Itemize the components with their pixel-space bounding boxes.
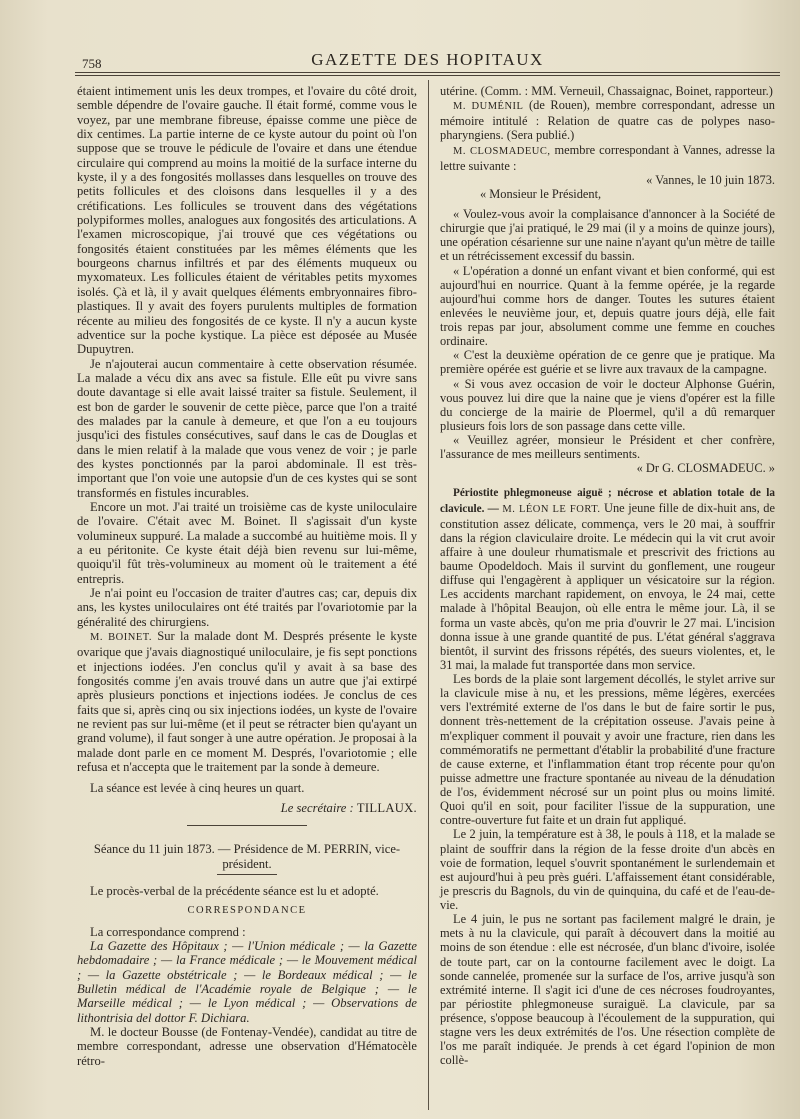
paragraph: La correspondance comprend : xyxy=(90,924,246,939)
case-report-intro xyxy=(440,485,775,672)
signature-name: TILLAUX. xyxy=(356,800,417,815)
paragraph: étaient intimement unis les deux trompes, et l'ovaire du côté droit, semble dépendre de l'ovaire gauche. Il était formé, comme vous le voyez, par une membrane fibreuse, épaisse comme une pièce de dix centimes. La partie interne de ce kyste autour du point où l'on suppose que se trouve le pédicule de l'ovaire et dans une étendue circulaire qui comprend au moins la moitié de la surface interne du kyste, il y a des fongosités mollasses dans lesquelles on trouve des petits follicules et des cloisons dans lesquelles il y a des crétifications. Les follicules se trouvent dans des végétations polypiformes molles, analogues aux fongosités des articulations. A l'examen microscopique, j'ai trouvé que ces végétations ou fongosités étaient constituées par les mêmes éléments que les bourgeons charnus infiltrés et par des éléments muqueux ou myxomateux. Les follicules étaient de véritables petits myxomes isolés. Çà et là, il y avait quelques éléments embryonnaires fibro-plastiques. Il y avait des foyers purulents multiples de formation récente au milieu des fongosités de ce kyste. Il n'y a aucun kyste adventice sur la poche kystique. La pièce est déposée au Musée Dupuytren. xyxy=(77,84,417,357)
journal-title: GAZETTE DES HOPITAUX xyxy=(311,50,544,69)
paragraph xyxy=(440,143,775,173)
secretary-signature xyxy=(77,801,417,815)
correspondance-heading: CORRESPONDANCE xyxy=(187,905,307,917)
minutes-line: Le procès-verbal de la précédente séance est lu et adopté. xyxy=(90,883,379,898)
speaker-name: M. BOINET. xyxy=(90,632,153,644)
right-column xyxy=(440,84,775,1068)
spacer xyxy=(440,475,775,485)
paragraph: Les bords de la plaie sont largement décollés, le stylet arrive sur la clavicule mise à nu, et les pressions, même légères, exercées vers l'extrémité externe de l'os dans le but de faire sortir le pus, donnent très-nettement de la crépitation osseuse. J'avais peine à m'expliquer comment il pouvait y avoir une fracture, rien dans les commémoratifs ne permettant d'établir la probabilité d'une fracture de cause externe, et l'inflammation étant trop récente pour qu'on puisse admettre une fracture spontanée au niveau de la dénudation de l'os, évidemment nécrosé sur un point plus ou moins limité. Quoi qu'il en soit, pour faciliter l'issue de la suppuration, une contre-ouverture fut faite et un drain fut appliqué. xyxy=(440,672,775,828)
paragraph-text: (de Rouen), membre correspondant, adresse un mémoire intitulé : Relation de quatre cas de polypes naso-pharyngiens. (Sera publié.) xyxy=(440,98,775,143)
paragraph: utérine. (Comm. : MM. Verneuil, Chassaignac, Boinet, rapporteur.) xyxy=(440,84,773,98)
case-title: Périostite phlegmoneuse aiguë ; nécrose et ablation totale de la clavicule. — xyxy=(440,487,775,515)
header-rule xyxy=(75,72,780,73)
session-heading: Séance du 11 juin 1873. — Présidence de M. PERRIN, vice-président. xyxy=(93,842,401,871)
speaker-name: M. LÉON LE FORT. xyxy=(502,503,601,515)
page-header xyxy=(80,50,775,74)
signature-role: Le secrétaire : xyxy=(280,800,354,815)
paragraph-text: Une jeune fille de dix-huit ans, de constitution assez délicate, commença, vers le 20 mai, à souffrir dans la région claviculaire droite. Le médecin qui la vit crut avoir affaire à une douleur rhumatismale et prescrivit des frictions au baume Opodeldoch. Mais il survint du gonflement, une rougeur diffuse qui l'engagèrent à appliquer un vésicatoire sur la région. Les accidents marchant rapidement, on envoya, le 24 mai, cette malade à l'hôpital Beaujon, où elle entra le même jour. Là, il se forma un vaste abcès, qu'on me pria d'ouvrir le 27 mai. L'incision donna issue à une grande quantité de pus. L'état général s'aggrava bientôt, il survint des frissons répétés, des sueurs violentes, et, le 31 mai, la malade fut transportée dans mon service. xyxy=(440,500,775,672)
speaker-name: M. DUMÉNIL xyxy=(453,101,524,113)
column-divider xyxy=(428,80,429,1110)
paragraph: M. le docteur Bousse (de Fontenay-Vendée), candidat au titre de membre correspondant, adresse une observation d'Hématocèle rétro- xyxy=(77,1024,417,1068)
header-rule-second xyxy=(75,75,780,76)
paragraph-text: La Gazette des Hôpitaux ; — l'Union médicale ; — la Gazette hebdomadaire ; — la France médicale ; — le Mouvement médical ; — la Gazette obstétricale ; — le Bordeaux médical ; — le Bulletin médical de l'Académie royale de Belgique ; — le Marseille médical ; — le Lyon médical ; — Observations de lithontrisia del dottor F. Dichiara. xyxy=(77,938,417,1025)
letter-paragraph: « Veuillez agréer, monsieur le Président et cher confrère, l'assurance de mes meilleurs sentiments. xyxy=(440,433,775,462)
paragraph xyxy=(77,629,417,774)
paragraph: Le 2 juin, la température est à 38, le pouls à 118, et la malade se plaint de souffrir dans la région de la fesse droite d'un abcès en voie de formation, lequel s'ouvrit spontanément le surlendemain et est aujourd'hui à peu près guéri. L'affaissement étant considérable, je prescris du Bagnols, du vin de quinquina, du café et de l'eau-de-vie. xyxy=(440,827,775,912)
speaker-name: M. CLOSMADEUC, xyxy=(453,145,551,157)
correspondance-list xyxy=(77,939,417,1025)
page-number: 758 xyxy=(82,56,102,71)
spacer xyxy=(77,815,417,825)
letter-signature: « Dr G. CLOSMADEUC. » xyxy=(636,461,775,476)
left-column xyxy=(77,84,417,1068)
paragraph-text: membre correspondant à Vannes, adresse la lettre suivante : xyxy=(440,142,775,173)
paragraph: Le 4 juin, le pus ne sortant pas facilement malgré le drain, je mets à nu la clavicule, qui paraît à découvert dans la moitié au moins de son étendue : elle est nécrosée, d'un blanc d'ivoire, isolée de toute part, car on la contourne facilement avec le doigt. La sonde cannelée, promenée sur la surface de l'os, arrive jusqu'à son extrémité interne. Il s'agit ici d'une de ces nécroses foudroyantes, par périostite phlegmoneuse suraiguë. La clavicule, par sa présence, s'oppose beaucoup à l'écoulement de la suppuration, qui stagne vers les deux extrémités de l'os. Une résection complète de l'os me paraît indiquée. Je prends à cet égard l'opinion de mon collè- xyxy=(440,912,775,1068)
letter-paragraph: « L'opération a donné un enfant vivant et bien conformé, qui est aujourd'hui en nourrice. Quant à la femme opérée, je la regarde aujourd'hui comme hors de danger. Toutes les sutures étaient enlevées le neuvième jour, et, depuis quatre jours déjà, elle fait trois repas par jour, absolument comme une femme en couches ordinaire. xyxy=(440,263,775,349)
paragraph xyxy=(440,98,775,142)
spacer xyxy=(77,826,417,842)
paragraph: Je n'ajouterai aucun commentaire à cette observation résumée. La malade a vécu dix ans avec sa fistule. Elle eût pu vivre sans doute davantage si elle avait laissé traiter sa fistule. Seulement, il est bon de garder le souvenir de cette pièce, parce que l'on a traité des malades par la canule à demeure, et que l'on a eu toujours jusqu'ici des fistules consécutives, sauf dans le cas de Douglas et dans le mien relatif à la malade que vous venez de voir ; je parle des kystes ponctionnés par la paroi abdominale. Il est très-important que l'on voie une autopsie d'un de ces kystes qui se sont transformés en fistules incurables. xyxy=(77,356,417,500)
letter-paragraph: « Voulez-vous avoir la complaisance d'annoncer à la Société de chirurgie que j'ai pratiqué, le 29 mai (il y a moins de quinze jours), une opération césarienne sur une naine n'ayant qu'un mètre de taille et un rétrécissement excessif du bassin. xyxy=(440,207,775,264)
letter-paragraph: « C'est la deuxième opération de ce genre que je pratique. Ma première opérée est guérie et se livre aux travaux de la campagne. xyxy=(440,348,775,377)
paragraph-text: Sur la malade dont M. Després présente le kyste ovarique que j'avais diagnostiqué uniloculaire, je fis sept ponctions et injections iodées. J'en conclus qu'il y avait à sa base des fongosités comme j'en avais trouvé dans un autre que j'ai extirpé après plusieurs ponctions et injections iodées. Je conclus de ces faits que si, après cinq ou six injections iodées, un kyste de l'ovaire ne revient pas sur lui-même (et il peut se rétracter bien qu'ayant un grand volume), il faut songer à une autre opération. Je proposai à la malade dont parle en ce moment M. Després, l'ovariotomie ; elle refusa et n'accepta que le traitement par la sonde à demeure. xyxy=(77,629,417,775)
letter-paragraph: « Si vous avez occasion de voir le docteur Alphonse Guérin, vous pouvez lui dire que la naine que je viens d'opérer est la fille du concierge de la mairie de Ploermel, qu'il a dû remarquer plusieurs fois lors de son passage dans cette ville. xyxy=(440,376,775,433)
paragraph: Encore un mot. J'ai traité un troisième cas de kyste uniloculaire de l'ovaire. C'était avec M. Boinet. Il s'agissait d'un kyste volumineux suppuré. La malade a succombé au huitième mois. Il y a eu péritonite. Ce kyste était déjà bien revenu sur lui-même, quoiqu'il fût très-volumineux au moment où le traitement a été entrepris. xyxy=(77,499,417,586)
paragraph: Je n'ai point eu l'occasion de traiter d'autres cas; car, depuis dix ans, les kystes uniloculaires ont été traités par l'ovariotomie par la généralité des chirurgiens. xyxy=(77,586,417,629)
short-separator xyxy=(217,874,277,875)
letter-date: « Vannes, le 10 juin 1873. xyxy=(646,172,775,187)
letter-salutation: « Monsieur le Président, xyxy=(480,186,602,201)
closing-line: La séance est levée à cinq heures un quart. xyxy=(90,780,305,795)
